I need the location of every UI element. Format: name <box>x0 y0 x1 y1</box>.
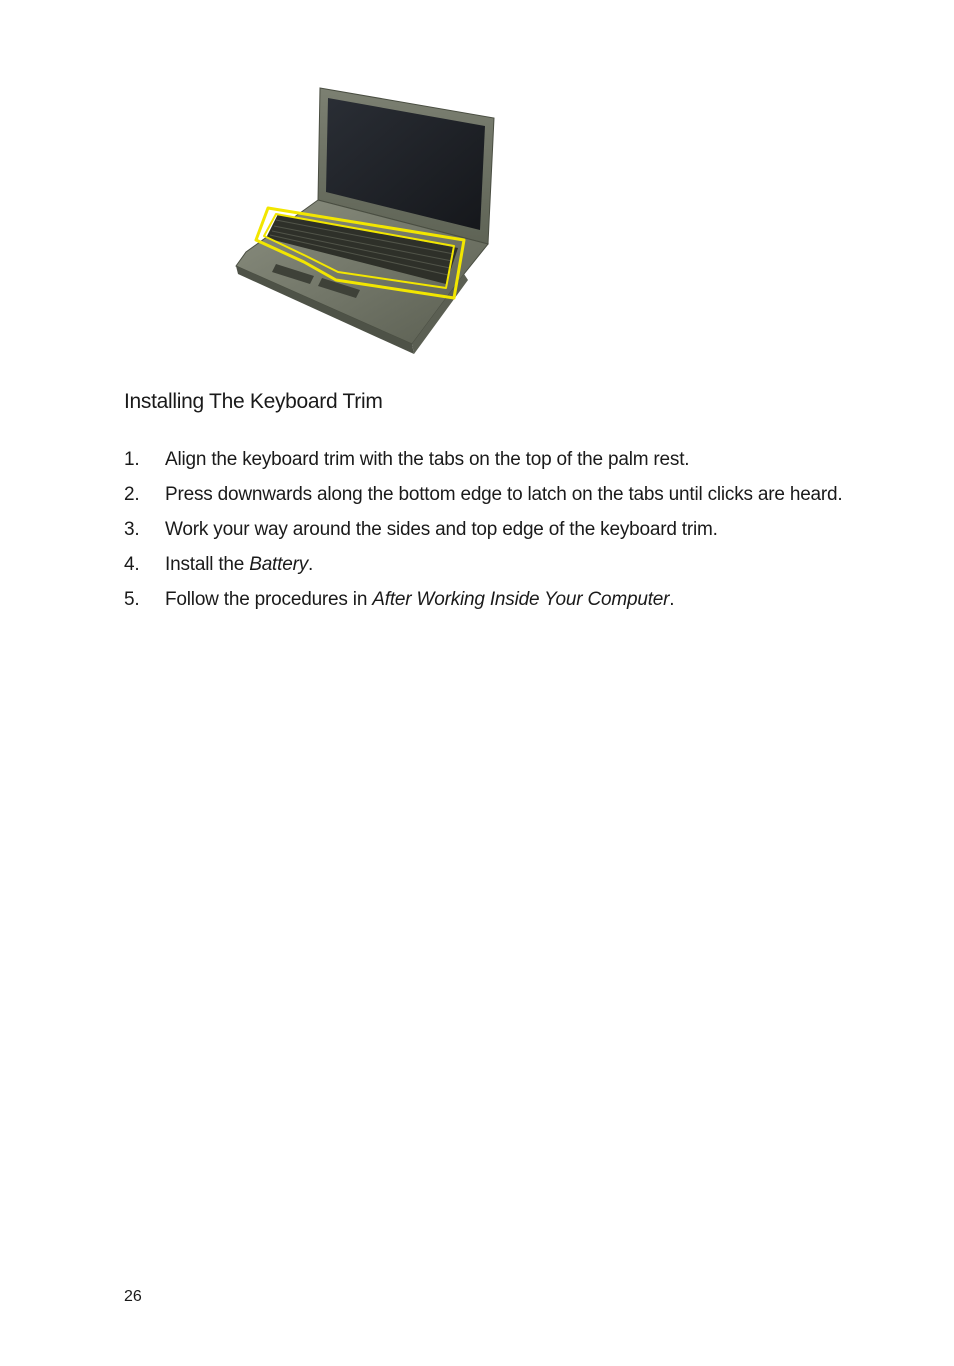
step-text-suffix: . <box>669 589 675 610</box>
step-text-suffix: . <box>308 554 314 575</box>
step-item <box>124 516 844 543</box>
step-number: 4. <box>124 554 140 575</box>
page-number: 26 <box>124 1288 142 1305</box>
section-heading: Installing The Keyboard Trim <box>124 390 383 413</box>
step-item <box>124 481 844 508</box>
step-number: 1. <box>124 449 140 470</box>
step-text-prefix: Install the <box>165 554 250 575</box>
after-working-inside-link[interactable]: After Working Inside Your Computer <box>372 589 670 610</box>
step-text: Work your way around the sides and top edge of the keyboard trim. <box>165 519 718 540</box>
steps-list <box>124 446 844 621</box>
laptop-illustration <box>232 84 512 360</box>
laptop-keyboard-trim-figure <box>232 84 512 360</box>
step-text-prefix: Follow the procedures in <box>165 589 373 610</box>
step-number: 5. <box>124 589 140 610</box>
step-text: Press downwards along the bottom edge to latch on the tabs until clicks are heard. <box>165 484 843 505</box>
step-item <box>124 586 844 613</box>
step-number: 2. <box>124 484 140 505</box>
step-item <box>124 551 844 578</box>
step-text: Align the keyboard trim with the tabs on the top of the palm rest. <box>165 449 690 470</box>
battery-link[interactable]: Battery <box>249 554 309 575</box>
step-item <box>124 446 844 473</box>
step-number: 3. <box>124 519 140 540</box>
